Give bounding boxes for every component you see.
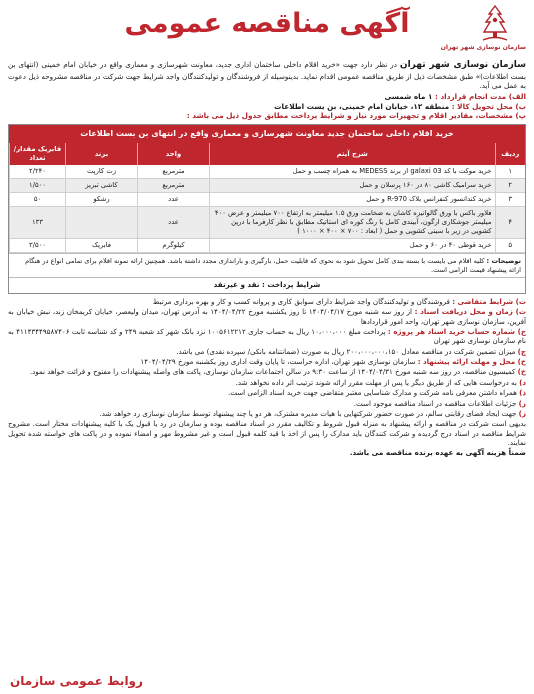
item-brand: کاشی تبریز bbox=[66, 179, 138, 193]
table-row bbox=[10, 165, 526, 178]
item-description: خرید سرامیک کاشی ۸۰ در ۱۶۰ پرسلان و حمل bbox=[210, 179, 496, 193]
payment-terms: شرایط پرداخت : نقد و غیرنقد bbox=[9, 277, 525, 293]
col-brand: برند bbox=[66, 143, 138, 165]
table-row bbox=[10, 193, 526, 207]
item-quantity: ۱۳۳ bbox=[10, 207, 66, 239]
header bbox=[8, 4, 526, 58]
advertising-cost-note: ضمناً هزینه آگهی به عهده برنده مناقصه می باشد. bbox=[349, 448, 526, 458]
item-quantity: ۵۰ bbox=[10, 193, 66, 207]
condition-text: به درخواست هایی که از طریق دیگر یا پس از مهلت مقرر ارائه شوند ترتیب اثر داده نخواهد شد. bbox=[235, 377, 520, 387]
condition-item bbox=[8, 307, 526, 326]
col-row: ردیف bbox=[495, 143, 525, 165]
item-description: فلاور باکس با ورق گالوانیزه کاشان به ضخامت ورق ۱.۵ میلیمتر به ارتفاع ۷۰۰ میلیمتر و عرض ۴۰۰ میلیمتر جوشکاری ارگون، آبیندی کامل با رنگ کوره ای استاتیک مطابق با نظر کارفرما با درپن کشویی در زیر با سینی کشویی و حمل ( ابعاد : ۷۰۰ × ۴۰۰ × ۱۰۰۰ ) bbox=[210, 207, 496, 239]
table-row bbox=[10, 207, 526, 239]
contract-duration-label: الف) مدت انجام قرارداد : bbox=[434, 91, 526, 101]
organization-name: سازمان نوسازی شهر تهران bbox=[399, 60, 526, 70]
condition-item bbox=[8, 297, 526, 306]
row-number: ۴ bbox=[495, 207, 525, 239]
condition-text: سازمان نوسازی شهر تهران، اداره حراست، تا پایان وقت اداری روز یکشنبه مورخ ۱۴۰۴/۰۴/۲۹ bbox=[140, 357, 418, 367]
condition-text: پرداخت مبلغ ۱۰،۰۰۰،۰۰۰ ریال به حساب جاری ۱۰۰۵۶۱۲۲۱۲ نزد بانک شهر کد شعبه ۲۴۹ و کد شناسه ثابت ۴۱۱۴۳۴۴۹۵۸۷۴۰۶ به نام سازمان نوسازی شهر تهران bbox=[8, 327, 526, 346]
condition-text: همراه داشتن معرفی نامه شرکت و مدارک شناسایی معتبر متقاضی جهت خرید اسناد الزامی است. bbox=[228, 388, 520, 398]
condition-label: ج) شماره حساب خرید اسناد هر پروژه : bbox=[387, 327, 526, 336]
table-row bbox=[10, 239, 526, 253]
col-item: شرح آیتم bbox=[210, 143, 496, 165]
item-brand: رشکو bbox=[66, 193, 138, 207]
item-brand: زت کارپت bbox=[66, 165, 138, 178]
item-unit: کیلوگرم bbox=[138, 239, 210, 253]
table-notes-label: توضیحات : bbox=[486, 257, 521, 266]
item-brand bbox=[66, 207, 138, 239]
item-unit: مترمربع bbox=[138, 179, 210, 193]
row-number: ۱ bbox=[495, 165, 525, 178]
item-unit: مترمربع bbox=[138, 165, 210, 178]
condition-label: ذ) bbox=[519, 388, 526, 398]
col-qty: فابریک مقدار/تعداد bbox=[10, 143, 66, 165]
condition-label: ز) bbox=[518, 408, 526, 418]
table-notes-text: کلیه اقلام می بایست با بسته بندی کامل تحویل شود به نحوی که قابلیت حمل، بارگیری و باراندازی مجدد داشته باشد. همچنین ارائه نمونه اقلام برای تمامی انواع در هنگام ارائه پیشنهاد قیمت الزامی است. bbox=[25, 257, 521, 274]
condition-text: از روز سه شنبه مورخ ۱۴۰۴/۰۴/۱۷ تا روز یکشنبه مورخ ۱۴۰۴/۰۴/۲۲ به آدرس تهران، میدان ولیعصر، خیابان کریمخان زند، نبش خیابان به آفرین، سازمان نوسازی شهر تهران، واحد امور قراردادها bbox=[8, 307, 526, 326]
item-quantity: ۱/۵۰۰ bbox=[10, 179, 66, 193]
condition-label: ح) محل و مهلت ارائه پیشنهاد : bbox=[417, 357, 526, 367]
contract-duration-value: ۱ ماه شمسی bbox=[384, 91, 435, 101]
signature: روابط عمومی سازمان bbox=[10, 674, 143, 689]
item-unit: عدد bbox=[138, 193, 210, 207]
row-number: ۳ bbox=[495, 193, 525, 207]
footer-paragraph: بدیهی است شرکت در مناقصه و ارائه پیشنهاد به منزله قبول شروط و تکالیف مقرر در اسناد مناقصه بوده و سازمان در رد یا قبول یک یا کلیه پیشنهادات مختار است. مشروح شرایط مناقصه در اسناد درج گردیده و شرکت کنندگان باید مدارک را پس از اخذ با قید کلمه قبول است و غیر مشروط مهر و امضاء نموده و در پاکت های خواسته شده تحویل نمایند. bbox=[8, 419, 526, 447]
condition-item bbox=[8, 367, 526, 376]
condition-label: خ) bbox=[517, 367, 526, 377]
condition-text: فروشندگان و تولیدکنندگان واجد شرایط دارای سوابق کاری و پروانه کسب و کار و بهره برداری مرتبط bbox=[152, 296, 453, 306]
intro-paragraph bbox=[8, 60, 526, 91]
item-brand: فابریک bbox=[66, 239, 138, 253]
condition-text: میزان تضمین شرکت در مناقصه معادل ۲۰۰،۰۰۰،۰۰۰،۱۵۰ ریال به صورت (ضمانتنامه بانکی/ سپرده نقدی) می باشد. bbox=[176, 346, 518, 356]
condition-item bbox=[8, 409, 526, 418]
condition-item bbox=[8, 378, 526, 387]
condition-item bbox=[8, 327, 526, 346]
table-notes bbox=[9, 253, 525, 277]
condition-text: کمیسیون مناقصه، در روز سه شنبه مورخ ۱۴۰۴/۰۴/۳۱ از ساعت ۹:۳۰ در سالن اجتماعات سازمان نوسازی، پاکت های واصله پیشنهادات را مفتوح و قرائت خواهد نمود. bbox=[29, 367, 518, 377]
logo-caption: سازمان نوسازی شهر تهران bbox=[440, 44, 526, 51]
condition-text: جهت ایجاد فضای رقابتی سالم، در صورت حضور شرکتهایی با هیات مدیره مشترک، هر دو یا چند پیشنهاد توسط سازمان نوسازی رد خواهد شد. bbox=[99, 408, 519, 418]
condition-label: ر) bbox=[518, 398, 526, 408]
condition-item bbox=[8, 388, 526, 397]
col-unit: واحد bbox=[138, 143, 210, 165]
item-quantity: ۳/۵۰۰ bbox=[10, 239, 66, 253]
item-quantity: ۲/۲۴۰ bbox=[10, 165, 66, 178]
delivery-location-value: منطقه ۱۲، خیابان امام خمینی، بن بست اطلاعات bbox=[274, 101, 452, 111]
items-table-header bbox=[10, 143, 526, 165]
delivery-location bbox=[8, 102, 526, 112]
item-unit: عدد bbox=[138, 207, 210, 239]
items-table-container bbox=[8, 124, 526, 294]
condition-item bbox=[8, 357, 526, 366]
item-description: خرید موکت با کد galaxi 03 از برند MEDESS به همراه چسب و حمل bbox=[210, 165, 496, 178]
page-title: آگهی مناقصه عمومی bbox=[124, 8, 410, 39]
contract-duration bbox=[8, 92, 526, 102]
item-description: خرید قوطی ۴۰ در ۶۰ و حمل bbox=[210, 239, 496, 253]
condition-label: ت) شرایط متقاضی : bbox=[452, 296, 526, 306]
delivery-location-label: ب) محل تحویل کالا : bbox=[451, 101, 526, 111]
condition-item bbox=[8, 347, 526, 356]
conditions-list bbox=[8, 297, 526, 418]
row-number: ۲ bbox=[495, 179, 525, 193]
table-row bbox=[10, 179, 526, 193]
items-table bbox=[9, 143, 525, 253]
item-description: خرید کندانسور کنفرانس بلاک R-970 و حمل bbox=[210, 193, 496, 207]
specs-line bbox=[8, 111, 526, 121]
condition-label: چ) bbox=[517, 346, 526, 356]
condition-text: جزئیات اطلاعات مناقصه در اسناد مناقصه موجود است. bbox=[353, 398, 519, 408]
condition-label: د) bbox=[519, 377, 526, 387]
items-table-title: خرید اقلام داخلی ساختمان جدید معاونت شهرسازی و معماری واقع در انتهای بن بست اطلاعات bbox=[9, 125, 525, 144]
condition-item bbox=[8, 399, 526, 408]
specs-label: پ) مشخصات، مقادیر اقلام و تجهیزات مورد نیاز و شرایط پرداخت مطابق جدول ذیل می باشد : bbox=[186, 111, 526, 121]
row-number: ۵ bbox=[495, 239, 525, 253]
condition-label: ث) زمان و محل دریافت اسناد : bbox=[414, 307, 526, 317]
intro-text: در نظر دارد جهت «خرید اقلام داخلی ساختمان اداری جدید، معاونت شهرسازی و معماری واقع در خیابان امام خمینی (انتهای بن بست اطلاعات)» طبق مشخصات ذیل از طریق مناقصه عمومی اقدام نماید. بدینوسیله از فروشندگان و تولیدکنندگان واجد شرایط جهت شرکت در مناقصه مشروحه ذیل دعوت به عمل می آید. bbox=[8, 60, 526, 91]
contract-meta bbox=[8, 92, 526, 121]
